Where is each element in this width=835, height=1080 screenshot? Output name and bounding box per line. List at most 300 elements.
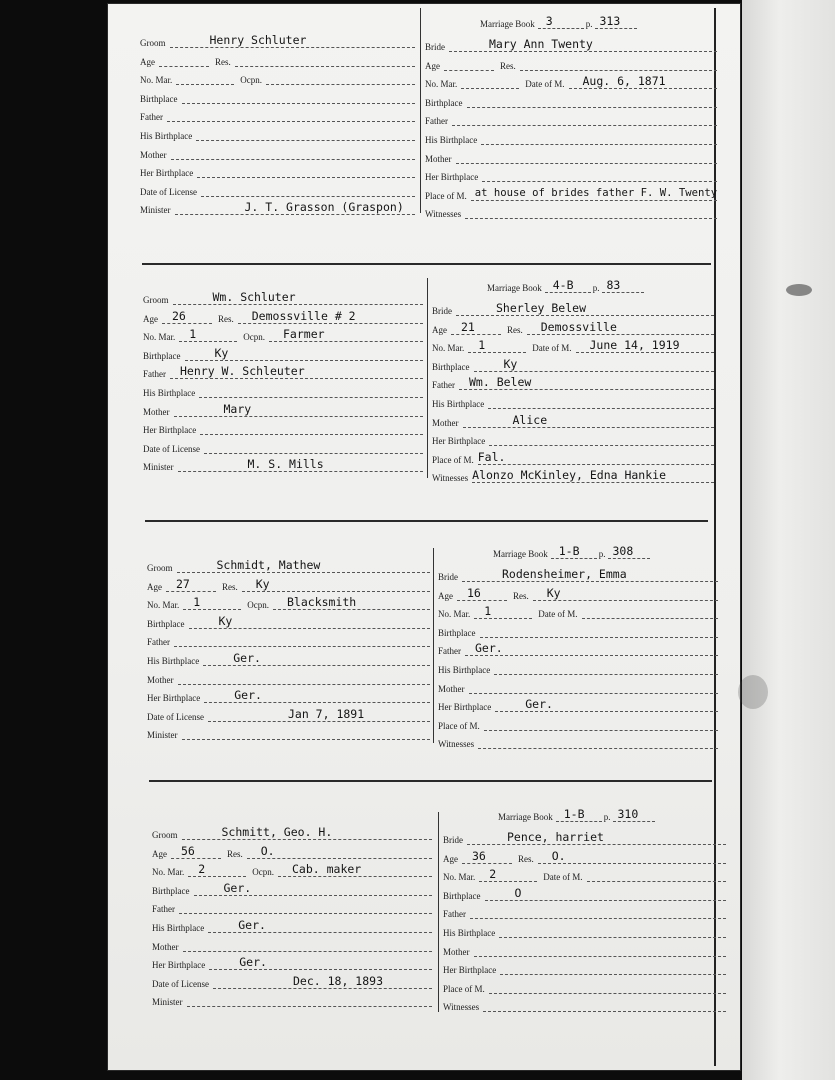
groom-label-birthplace: Birthplace xyxy=(140,93,178,104)
groom-row-his-birthplace xyxy=(140,123,415,141)
bride-row-her-birthplace xyxy=(438,694,718,712)
bride-res-field xyxy=(527,320,714,335)
bride-birthplace-value: Ky xyxy=(503,356,518,371)
bride-row-witnesses xyxy=(443,994,726,1012)
bride-label-age: Age xyxy=(443,853,458,864)
bride-no-mar-field xyxy=(474,604,532,619)
bride-age-field xyxy=(462,849,512,864)
page-value: 310 xyxy=(617,807,639,821)
bride-label-his-birthplace: His Birthplace xyxy=(438,665,491,675)
groom-birthplace-field xyxy=(189,614,431,629)
groom-label-date-of-license: Date of License xyxy=(143,443,200,454)
bride-his-birthplace-field xyxy=(499,923,726,938)
record-column-divider xyxy=(433,548,434,743)
bride-label-date-of-m: Date of M. xyxy=(538,609,578,620)
groom-ocpn-field xyxy=(278,862,432,877)
groom-row-father xyxy=(143,361,423,379)
page-value: 308 xyxy=(612,544,634,558)
groom-label-age: Age xyxy=(152,848,167,859)
bride-label-mother: Mother xyxy=(425,153,452,164)
groom-his-birthplace-field xyxy=(196,126,415,141)
bride-row-father xyxy=(432,372,714,390)
bride-label-birthplace: Birthplace xyxy=(432,361,470,372)
groom-row-birthplace xyxy=(147,611,430,629)
page-field xyxy=(608,544,650,559)
bride-row-his-birthplace xyxy=(443,920,726,938)
groom-label-birthplace: Birthplace xyxy=(143,350,181,361)
bride-row-witnesses xyxy=(432,465,714,483)
bride-no-mar-field xyxy=(479,867,537,882)
groom-name-field xyxy=(173,290,424,305)
marriage-book-value: 1-B xyxy=(563,807,585,821)
bride-row-mother xyxy=(438,676,718,694)
bride-birthplace-field xyxy=(480,623,719,638)
bride-row-name xyxy=(443,827,726,845)
groom-birthplace-value: Ger. xyxy=(223,880,252,895)
groom-label-ocpn: Ocpn. xyxy=(243,332,265,343)
bride-father-value: Wm. Belew xyxy=(469,375,532,390)
groom-row-no-mar xyxy=(147,592,430,610)
groom-ocpn-value: Farmer xyxy=(283,327,325,342)
groom-date-of-license-field xyxy=(208,707,430,722)
bride-row-father xyxy=(438,638,718,656)
bride-no-mar-value: 1 xyxy=(484,604,492,619)
groom-row-minister xyxy=(140,197,415,215)
page-field xyxy=(613,807,655,822)
bride-row-mother xyxy=(425,146,717,164)
bride-mother-value: Alice xyxy=(512,412,548,427)
bride-date-of-m-value: Aug. 6, 1871 xyxy=(582,74,666,89)
groom-res-value: Ky xyxy=(255,576,270,591)
groom-label-date-of-license: Date of License xyxy=(147,711,204,722)
bride-birthplace-value: O xyxy=(514,885,522,900)
scan-smudge xyxy=(738,675,768,709)
groom-row-date-of-license xyxy=(143,436,423,454)
groom-label-birthplace: Birthplace xyxy=(152,885,190,896)
groom-father-field xyxy=(167,107,415,122)
page-label: p. xyxy=(585,19,593,29)
groom-label-no-mar: No. Mar. xyxy=(143,332,176,343)
bride-age-value: 36 xyxy=(472,848,486,863)
groom-res-value: Demossville # 2 xyxy=(251,308,356,323)
groom-row-name xyxy=(140,30,415,48)
bride-row-mother xyxy=(443,939,726,957)
groom-label-groom: Groom xyxy=(147,563,173,573)
record-column-divider xyxy=(427,278,428,478)
groom-date-of-license-field xyxy=(213,974,432,989)
bride-his-birthplace-field xyxy=(494,660,718,675)
groom-res-field xyxy=(247,844,432,859)
groom-age-value: 27 xyxy=(176,576,190,591)
groom-label-his-birthplace: His Birthplace xyxy=(152,923,205,933)
groom-label-his-birthplace: His Birthplace xyxy=(140,131,193,141)
marriage-book-label: Marriage Book xyxy=(498,812,553,822)
bride-res-value: Demossville xyxy=(540,319,617,334)
groom-label-minister: Minister xyxy=(143,462,174,473)
groom-her-birthplace-value: Ger. xyxy=(239,955,267,970)
groom-label-no-mar: No. Mar. xyxy=(140,75,173,86)
bride-row-witnesses xyxy=(425,201,717,219)
bride-label-age: Age xyxy=(432,324,447,335)
bride-row-name xyxy=(432,298,714,316)
groom-her-birthplace-field xyxy=(200,420,423,435)
groom-minister-field xyxy=(182,725,431,740)
groom-ocpn-field xyxy=(269,327,423,342)
groom-row-birthplace xyxy=(143,343,423,361)
page-label: p. xyxy=(592,283,600,293)
groom-label-groom: Groom xyxy=(152,830,178,840)
groom-ocpn-field xyxy=(266,70,415,85)
groom-label-res: Res. xyxy=(215,56,231,67)
groom-name-value: Wm. Schluter xyxy=(212,290,296,304)
bride-res-value: Ky xyxy=(546,585,561,600)
bride-label-age: Age xyxy=(425,60,440,71)
bride-mother-field xyxy=(456,149,718,164)
scan-smudge xyxy=(786,284,812,296)
groom-label-his-birthplace: His Birthplace xyxy=(143,388,196,398)
bride-row-birthplace xyxy=(425,90,717,108)
bride-label-birthplace: Birthplace xyxy=(425,97,463,108)
bride-no-mar-value: 2 xyxy=(489,867,497,882)
bride-name-field xyxy=(467,830,726,845)
bride-row-place-of-m xyxy=(438,713,718,731)
groom-row-age xyxy=(140,49,415,67)
groom-no-mar-field xyxy=(176,70,234,85)
groom-row-her-birthplace xyxy=(140,160,415,178)
groom-mother-value: Mary xyxy=(223,401,252,416)
bride-name-value: Rodensheimer, Emma xyxy=(502,567,627,581)
groom-date-of-license-field xyxy=(204,439,423,454)
groom-label-res: Res. xyxy=(227,848,243,859)
bride-her-birthplace-field xyxy=(500,960,726,975)
bride-row-his-birthplace xyxy=(432,391,714,409)
bride-date-of-m-field xyxy=(569,74,718,89)
bride-place-of-m-field xyxy=(484,716,718,731)
bride-res-field xyxy=(520,56,717,71)
groom-label-father: Father xyxy=(152,904,175,915)
bride-place-of-m-value: Fal. xyxy=(477,449,506,464)
bride-row-birthplace xyxy=(432,354,714,372)
groom-name-value: Schmitt, Geo. H. xyxy=(221,825,333,839)
groom-label-res: Res. xyxy=(222,581,238,592)
groom-name-field xyxy=(182,825,433,840)
groom-no-mar-field xyxy=(188,862,246,877)
bride-label-res: Res. xyxy=(507,324,523,335)
groom-label-father: Father xyxy=(140,112,163,123)
groom-age-field xyxy=(171,844,221,859)
groom-no-mar-field xyxy=(179,327,237,342)
bride-age-field xyxy=(457,586,507,601)
bride-date-of-m-field xyxy=(582,604,719,619)
bride-row-witnesses xyxy=(438,731,718,749)
bride-birthplace-field xyxy=(485,886,727,901)
bride-label-her-birthplace: Her Birthplace xyxy=(432,436,486,447)
bride-row-no-mar xyxy=(425,71,717,89)
groom-row-no-mar xyxy=(152,859,432,877)
bride-label-bride: Bride xyxy=(432,306,452,316)
bride-label-her-birthplace: Her Birthplace xyxy=(425,172,479,183)
bride-label-her-birthplace: Her Birthplace xyxy=(438,702,492,713)
groom-row-her-birthplace xyxy=(152,952,432,970)
groom-ocpn-field xyxy=(273,595,430,610)
bride-row-father xyxy=(425,108,717,126)
groom-row-birthplace xyxy=(152,878,432,896)
groom-res-field xyxy=(235,52,415,67)
groom-row-name xyxy=(143,287,423,305)
groom-row-minister xyxy=(147,722,430,740)
bride-his-birthplace-field xyxy=(488,394,714,409)
bride-res-field xyxy=(533,586,718,601)
groom-minister-field xyxy=(175,200,416,215)
bride-row-his-birthplace xyxy=(425,127,717,145)
marriage-book-field xyxy=(556,807,602,822)
groom-date-of-license-value: Jan 7, 1891 xyxy=(287,706,365,721)
groom-name-value: Henry Schluter xyxy=(209,33,307,47)
bride-label-place-of-m: Place of M. xyxy=(438,720,480,731)
marriage-book-label: Marriage Book xyxy=(480,19,535,29)
marriage-book-field xyxy=(551,544,597,559)
bride-age-field xyxy=(444,56,494,71)
bride-label-father: Father xyxy=(438,646,461,657)
scan-background-strip xyxy=(742,0,835,1080)
bride-her-birthplace-value: Ger. xyxy=(525,697,553,712)
groom-row-age xyxy=(152,841,432,859)
groom-ocpn-value: Cab. maker xyxy=(292,862,362,877)
groom-name-field xyxy=(170,33,416,48)
bride-label-father: Father xyxy=(432,380,455,391)
marriage-book-value: 3 xyxy=(545,14,553,28)
bride-birthplace-field xyxy=(467,93,718,108)
bride-label-mother: Mother xyxy=(438,683,465,694)
bride-row-her-birthplace xyxy=(425,164,717,182)
groom-row-his-birthplace xyxy=(147,648,430,666)
groom-label-age: Age xyxy=(147,581,162,592)
bride-label-his-birthplace: His Birthplace xyxy=(432,399,485,409)
bride-label-father: Father xyxy=(425,116,448,127)
bride-mother-field xyxy=(469,679,719,694)
groom-age-value: 26 xyxy=(172,308,186,323)
bride-label-place-of-m: Place of M. xyxy=(432,454,474,465)
bride-place-of-m-field xyxy=(489,979,726,994)
marriage-book-row xyxy=(480,14,637,29)
bride-label-birthplace: Birthplace xyxy=(438,627,476,638)
groom-her-birthplace-field xyxy=(197,163,415,178)
groom-label-ocpn: Ocpn. xyxy=(252,867,274,878)
groom-birthplace-field xyxy=(194,881,433,896)
groom-res-field xyxy=(238,309,423,324)
groom-row-date-of-license xyxy=(140,179,415,197)
bride-label-no-mar: No. Mar. xyxy=(443,872,476,883)
groom-row-father xyxy=(152,896,432,914)
bride-father-field xyxy=(452,111,717,126)
groom-his-birthplace-field xyxy=(208,918,432,933)
groom-row-date-of-license xyxy=(152,971,432,989)
groom-row-father xyxy=(147,629,430,647)
groom-birthplace-field xyxy=(185,346,424,361)
groom-label-her-birthplace: Her Birthplace xyxy=(152,960,206,971)
groom-label-her-birthplace: Her Birthplace xyxy=(143,425,197,436)
bride-res-value: O. xyxy=(551,848,566,863)
bride-label-birthplace: Birthplace xyxy=(443,890,481,901)
page-field xyxy=(602,278,644,293)
bride-row-birthplace xyxy=(438,620,718,638)
page-label: p. xyxy=(598,549,606,559)
groom-her-birthplace-field xyxy=(209,955,432,970)
groom-label-mother: Mother xyxy=(152,941,179,952)
record-column-divider xyxy=(438,812,439,1012)
bride-label-witnesses: Witnesses xyxy=(438,739,475,750)
bride-label-mother: Mother xyxy=(432,417,459,428)
groom-label-minister: Minister xyxy=(140,205,171,216)
groom-res-field xyxy=(242,577,430,592)
groom-father-field xyxy=(174,632,430,647)
groom-row-mother xyxy=(147,667,430,685)
bride-row-age xyxy=(425,53,717,71)
bride-row-name xyxy=(438,564,718,582)
groom-minister-value: J. T. Grasson (Graspon) xyxy=(244,200,404,215)
bride-res-field xyxy=(538,849,726,864)
bride-label-res: Res. xyxy=(513,590,529,601)
groom-label-mother: Mother xyxy=(140,149,167,160)
page-label: p. xyxy=(603,812,611,822)
bride-label-no-mar: No. Mar. xyxy=(432,343,465,354)
bride-label-place-of-m: Place of M. xyxy=(443,983,485,994)
bride-label-date-of-m: Date of M. xyxy=(532,343,572,354)
groom-age-value: 56 xyxy=(181,843,195,858)
groom-date-of-license-value: Dec. 18, 1893 xyxy=(292,973,383,988)
bride-father-field xyxy=(465,641,718,656)
bride-row-mother xyxy=(432,410,714,428)
groom-birthplace-value: Ky xyxy=(214,345,229,360)
groom-label-groom: Groom xyxy=(140,38,166,48)
groom-no-mar-value: 1 xyxy=(193,595,201,610)
groom-his-birthplace-value: Ger. xyxy=(233,651,261,665)
marriage-book-field xyxy=(545,278,591,293)
groom-his-birthplace-field xyxy=(203,651,430,666)
groom-minister-value: M. S. Mills xyxy=(247,457,324,472)
bride-name-field xyxy=(449,37,717,52)
bride-label-bride: Bride xyxy=(443,835,463,845)
bride-date-of-m-field xyxy=(587,867,727,882)
bride-label-his-birthplace: His Birthplace xyxy=(443,928,496,938)
groom-label-groom: Groom xyxy=(143,295,169,305)
bride-date-of-m-value: June 14, 1919 xyxy=(589,338,680,353)
bride-label-date-of-m: Date of M. xyxy=(543,872,583,883)
bride-name-value: Sherley Belew xyxy=(496,301,587,315)
bride-label-no-mar: No. Mar. xyxy=(438,609,471,620)
groom-age-field xyxy=(162,309,212,324)
bride-age-value: 21 xyxy=(461,319,475,334)
bride-witnesses-field xyxy=(472,468,714,483)
groom-label-father: Father xyxy=(143,369,166,380)
groom-her-birthplace-field xyxy=(204,688,430,703)
groom-row-her-birthplace xyxy=(143,417,423,435)
bride-her-birthplace-field xyxy=(495,697,718,712)
bride-row-no-mar xyxy=(438,601,718,619)
groom-label-age: Age xyxy=(140,56,155,67)
bride-birthplace-field xyxy=(474,357,715,372)
marriage-book-row xyxy=(493,544,650,559)
bride-father-field xyxy=(470,904,726,919)
groom-label-his-birthplace: His Birthplace xyxy=(147,656,200,666)
record-column-divider xyxy=(420,8,421,213)
groom-age-field xyxy=(166,577,216,592)
groom-label-date-of-license: Date of License xyxy=(140,186,197,197)
bride-witnesses-field xyxy=(465,204,717,219)
groom-no-mar-field xyxy=(183,595,241,610)
groom-row-his-birthplace xyxy=(152,915,432,933)
bride-row-place-of-m xyxy=(425,183,717,201)
groom-row-date-of-license xyxy=(147,704,430,722)
bride-mother-field xyxy=(474,942,727,957)
bride-row-place-of-m xyxy=(432,447,714,465)
bride-row-name xyxy=(425,34,717,52)
bride-row-her-birthplace xyxy=(432,428,714,446)
bride-label-his-birthplace: His Birthplace xyxy=(425,135,478,145)
groom-father-field xyxy=(170,364,423,379)
groom-row-name xyxy=(152,822,432,840)
bride-label-res: Res. xyxy=(518,853,534,864)
bride-place-of-m-value: at house of brides father F. W. Twenty xyxy=(474,186,718,199)
groom-row-mother xyxy=(152,934,432,952)
bride-label-age: Age xyxy=(438,590,453,601)
groom-ocpn-value: Blacksmith xyxy=(287,595,357,610)
bride-witnesses-field xyxy=(478,734,718,749)
groom-name-value: Schmidt, Mathew xyxy=(216,558,321,572)
record-separator-line xyxy=(142,263,711,265)
groom-row-mother xyxy=(140,142,415,160)
groom-minister-field xyxy=(187,992,433,1007)
bride-row-his-birthplace xyxy=(438,657,718,675)
bride-row-age xyxy=(443,846,726,864)
record-separator-line xyxy=(145,520,708,522)
groom-father-field xyxy=(179,899,432,914)
groom-label-mother: Mother xyxy=(147,674,174,685)
groom-label-no-mar: No. Mar. xyxy=(152,867,185,878)
groom-row-father xyxy=(140,104,415,122)
bride-row-no-mar xyxy=(443,864,726,882)
groom-date-of-license-field xyxy=(201,182,415,197)
bride-label-witnesses: Witnesses xyxy=(432,473,469,484)
groom-no-mar-value: 2 xyxy=(198,862,206,877)
bride-her-birthplace-field xyxy=(482,167,717,182)
bride-no-mar-value: 1 xyxy=(478,338,486,353)
marriage-book-label: Marriage Book xyxy=(487,283,542,293)
bride-label-date-of-m: Date of M. xyxy=(525,79,565,90)
marriage-book-row xyxy=(487,278,644,293)
bride-row-her-birthplace xyxy=(443,957,726,975)
bride-label-witnesses: Witnesses xyxy=(443,1002,480,1013)
bride-no-mar-field xyxy=(468,338,526,353)
groom-no-mar-value: 1 xyxy=(189,327,197,342)
groom-label-father: Father xyxy=(147,637,170,648)
groom-name-field xyxy=(177,558,431,573)
page-value: 83 xyxy=(606,278,621,292)
bride-name-value: Mary Ann Twenty xyxy=(489,37,593,51)
groom-his-birthplace-field xyxy=(199,383,423,398)
groom-her-birthplace-value: Ger. xyxy=(234,688,262,703)
bride-label-father: Father xyxy=(443,909,466,920)
bride-label-bride: Bride xyxy=(438,572,458,582)
groom-label-res: Res. xyxy=(218,313,234,324)
bride-row-father xyxy=(443,901,726,919)
groom-label-ocpn: Ocpn. xyxy=(240,75,262,86)
bride-his-birthplace-field xyxy=(481,130,717,145)
groom-label-minister: Minister xyxy=(147,730,178,741)
groom-row-no-mar xyxy=(143,324,423,342)
groom-row-minister xyxy=(152,989,432,1007)
marriage-book-label: Marriage Book xyxy=(493,549,548,559)
